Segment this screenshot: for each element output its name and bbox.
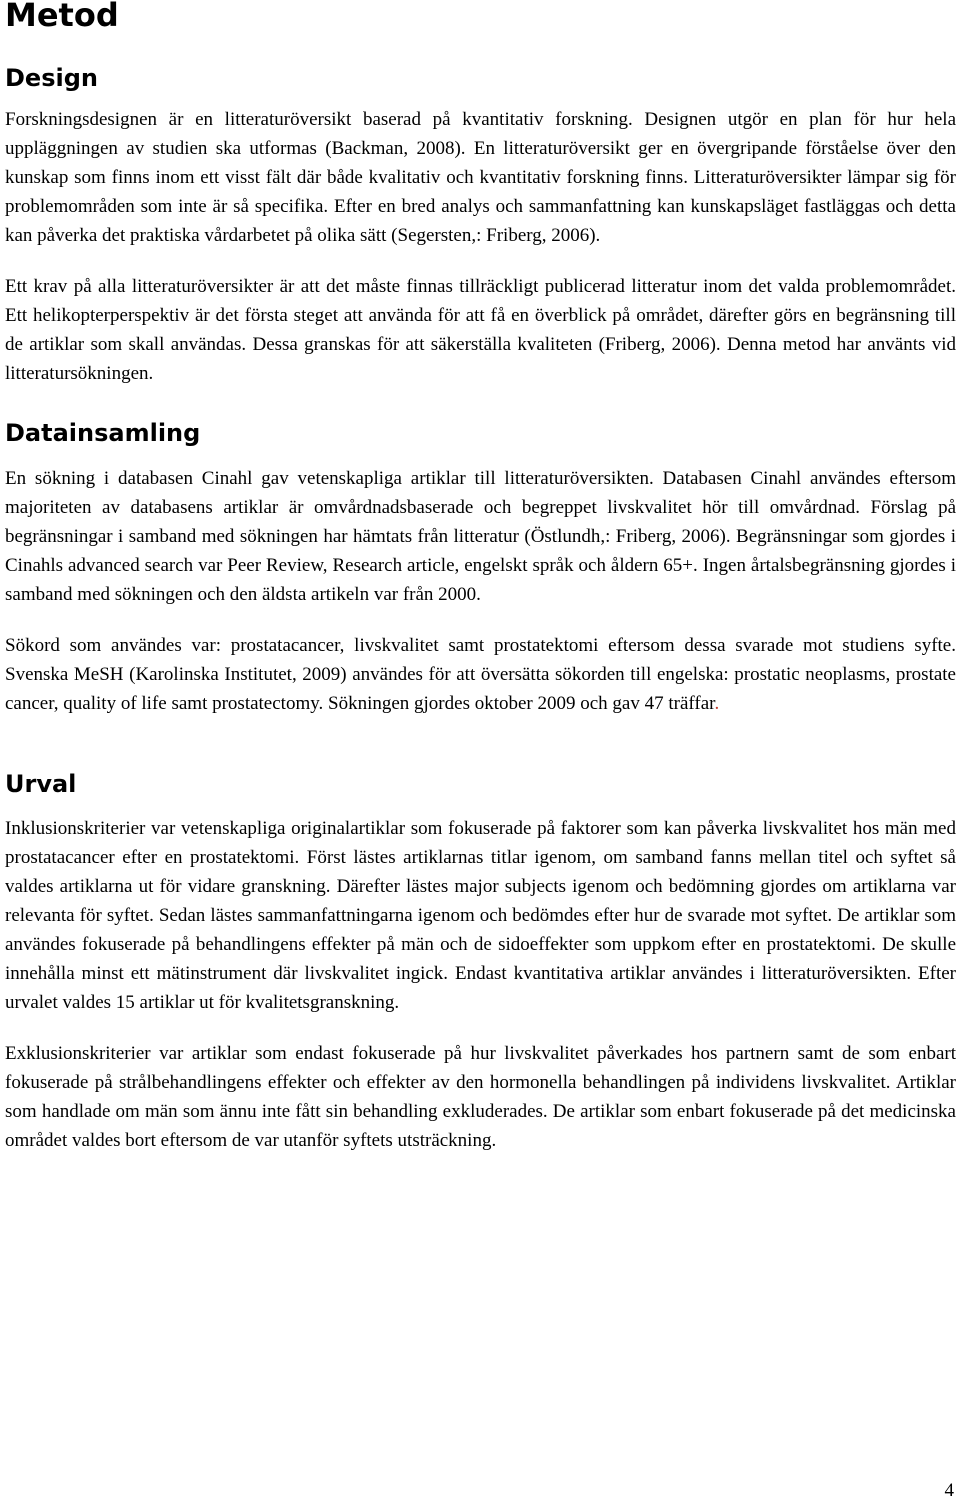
urval-paragraph-1: Inklusionskriterier var vetenskapliga originalartiklar som fokuserade på faktorer som kan påverka livskvalitet hos män med prostatacancer efter en prostatektomi. Först lästes artiklarnas titlar igenom, om samband fanns mellan titel och syftet så valdes artiklarna ut för vidare granskning. Därefter lästes major subjects igenom och bedömning gjordes om artiklarna var relevanta för syftet. Sedan lästes sammanfattningarna igenom och bedömdes efter hur de svarade mot syftet. De artiklar som användes fokuserade på behandlingens effekter på män och de sidoeffekter som uppkom efter en prostatektomi. De skulle innehålla minst ett mätinstrument där livskvalitet ingick. Endast kvantitativa artiklar användes i litteraturöversikten. Efter urvalet valdes 15 artiklar ut för kvalitetsgranskning.	[5, 818, 956, 1013]
datainsamling-paragraph-1: En sökning i databasen Cinahl gav vetenskapliga artiklar till litteraturöversikten. Databasen Cinahl användes eftersom majoriteten av databasens artiklar är omvårdnadsbaserade och begreppet livskvalitet hör till omvårdnad. Förslag på begränsningar i samband med sökningen har hämtats från litteratur (Östlundh,: Friberg, 2006). Begränsningar som gjordes i Cinahls advanced search var Peer Review, Research article, engelskt språk och åldern 65+. Ingen årtalsbegränsning gjordes i samband med sökningen och den äldsta artikeln var från 2000.	[5, 468, 956, 605]
section-heading-design: Design	[5, 64, 98, 92]
section-heading-datainsamling: Datainsamling	[5, 419, 201, 447]
design-paragraph-1: Forskningsdesignen är en litteraturöversikt baserad på kvantitativ forskning. Designen utgör en plan för hur hela uppläggningen av studien ska utformas (Backman, 2008). En litteraturöversikt ger en övergripande förståelse över den kunskap som finns inom ett visst fält där både kvalitativ och kvantitativ forskning finns. Litteraturöversikter lämpar sig för problemområden som inte är så specifika. Efter en bred analys och sammanfattning kan kunskapsläget fastläggas och detta kan påverka det praktiska vårdarbetet på olika sätt (Segersten,: Friberg, 2006).	[5, 109, 956, 246]
datainsamling-paragraph-2-text: Sökord som användes var: prostatacancer, livskvalitet samt prostatektomi eftersom dessa svarade mot studiens syfte. Svenska MeSH (Karolinska Institutet, 2009) användes för att översätta sökorden till engelska: prostatic neoplasms, prostate cancer, quality of life samt prostatectomy. Sökningen gjordes oktober 2009 och gav 47 träffar	[5, 635, 956, 714]
page-title: Metod	[5, 0, 119, 34]
datainsamling-paragraph-2	[5, 631, 956, 718]
design-paragraph-2: Ett krav på alla litteraturöversikter är att det måste finnas tillräckligt publicerad litteratur inom det valda problemområdet. Ett helikopterperspektiv är det första steget att använda för att få en överblick på området, därefter görs en begränsning till de artiklar som skall användas. Dessa granskas för att säkerställa kvaliteten (Friberg, 2006). Denna metod har använts vid litteratursökningen.	[5, 276, 956, 384]
section-heading-urval: Urval	[5, 770, 77, 798]
page-number: 4	[944, 1480, 954, 1501]
paragraph-end-period: .	[714, 693, 720, 714]
urval-paragraph-2: Exklusionskriterier var artiklar som endast fokuserade på hur livskvalitet påverkades hos partnern samt de som enbart fokuserade på strålbehandlingens effekter och effekter av den hormonella behandlingen på individens livskvalitet. Artiklar som handlade om män som ännu inte fått sin behandling exkluderades. De artiklar som enbart fokuserade på det medicinska området valdes bort eftersom de var utanför syftets utsträckning.	[5, 1043, 956, 1151]
